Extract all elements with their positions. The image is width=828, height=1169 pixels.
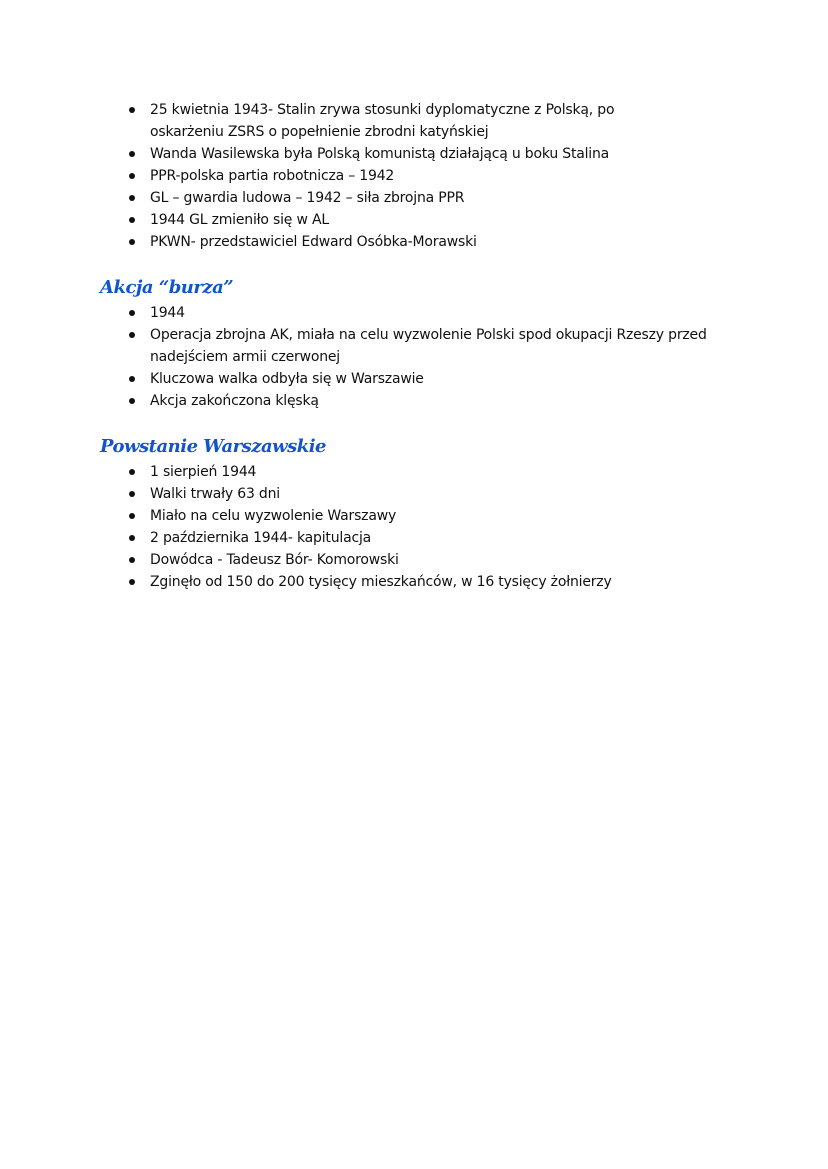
list-item: 1944	[128, 302, 728, 324]
list-item: Walki trwały 63 dni	[128, 483, 748, 505]
list-item: Operacja zbrojna AK, miała na celu wyzwolenie Polski spod okupacji Rzeszy przed nadejściem armii czerwonej	[128, 324, 728, 368]
list-item: Zginęło od 150 do 200 tysięcy mieszkańców, w 16 tysięcy żołnierzy	[128, 571, 748, 593]
burza-list	[128, 302, 728, 412]
list-item: 1944 GL zmieniło się w AL	[128, 209, 668, 231]
list-item: Wanda Wasilewska była Polską komunistą działającą u boku Stalina	[128, 143, 668, 165]
heading-powstanie-warszawskie: Powstanie Warszawskie	[100, 436, 327, 457]
list-item: 1 sierpień 1944	[128, 461, 748, 483]
powstanie-list	[128, 461, 748, 593]
list-item: Akcja zakończona klęską	[128, 390, 728, 412]
list-item: Miało na celu wyzwolenie Warszawy	[128, 505, 748, 527]
intro-list	[128, 99, 668, 253]
heading-akcja-burza: Akcja “burza”	[100, 277, 234, 298]
list-item: PKWN- przedstawiciel Edward Osóbka-Morawski	[128, 231, 668, 253]
list-item: GL – gwardia ludowa – 1942 – siła zbrojna PPR	[128, 187, 668, 209]
list-item: PPR-polska partia robotnicza – 1942	[128, 165, 668, 187]
list-item: Dowódca - Tadeusz Bór- Komorowski	[128, 549, 748, 571]
list-item: 25 kwietnia 1943- Stalin zrywa stosunki dyplomatyczne z Polską, po oskarżeniu ZSRS o popełnienie zbrodni katyńskiej	[128, 99, 668, 143]
list-item: 2 października 1944- kapitulacja	[128, 527, 748, 549]
list-item: Kluczowa walka odbyła się w Warszawie	[128, 368, 728, 390]
